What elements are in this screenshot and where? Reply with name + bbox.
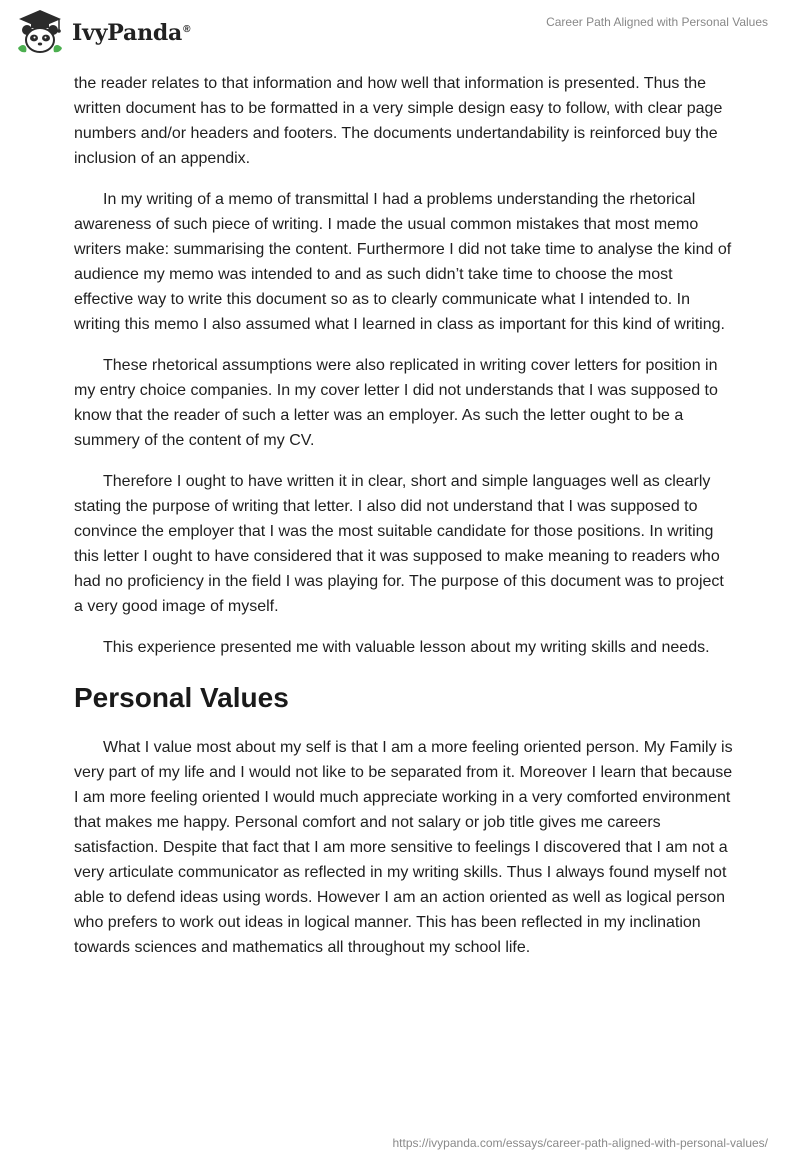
section-heading: Personal Values <box>74 682 289 713</box>
document-title: Career Path Aligned with Personal Values <box>546 15 768 29</box>
paragraph: the reader relates to that information and how well that information is presented. Thus the written document has to be formatted in a very simple design easy to follow, with clear page numbers and/or headers and footers. The documents undertandability is reinforced buy the inclusion of an appendix. <box>74 75 723 167</box>
ivypanda-logo[interactable] <box>14 8 190 58</box>
paragraph: These rhetorical assumptions were also replicated in writing cover letters for position in my entry choice companies. In my cover letter I did not understands that I was supposed to know that the reader of such a letter was an employer. As such the letter ought to be a summery of the content of my CV. <box>74 357 718 449</box>
panda-graduate-icon <box>14 8 66 58</box>
page-header <box>0 0 800 70</box>
paragraph: In my writing of a memo of transmittal I had a problems understanding the rhetorical awareness of such piece of writing. I made the usual common mistakes that most memo writers make: summarising the content. Furthermore I did not take time to analyse the kind of audience my memo was intended to and as such didn’t take time to choose the most effective way to write this document so as to clearly communicate what I intended to. In writing this memo I also assumed what I learned in class as important for this kind of writing. <box>74 191 732 333</box>
essay-body <box>74 71 734 976</box>
registered-mark: ® <box>183 23 191 35</box>
paragraph: This experience presented me with valuable lesson about my writing skills and needs. <box>103 639 710 656</box>
paragraph: Therefore I ought to have written it in clear, short and simple languages well as clearly stating the purpose of writing that letter. I also did not understand that I was supposed to convince the employer that I was the most suitable candidate for those positions. In writing this letter I ought to have considered that it was supposed to make meaning to readers who had no proficiency in the field I was playing for. The purpose of this document was to project a very good image of myself. <box>74 473 724 615</box>
brand-name: IvyPanda® <box>72 20 191 46</box>
source-url[interactable]: https://ivypanda.com/essays/career-path-aligned-with-personal-values/ <box>392 1136 768 1150</box>
paragraph: What I value most about my self is that I am a more feeling oriented person. My Family is very part of my life and I would not like to be separated from it. Moreover I learn that because I am more feeling oriented I would much appreciate working in a very comforted environment that makes me happy. Personal comfort and not salary or job title gives me careers satisfaction. Despite that fact that I am more sensitive to feelings I discovered that I am not a very articulate communicator as reflected in my writing skills. Thus I always found myself not able to defend ideas using words. However I am an action oriented as well as logical person who prefers to work out ideas in logical manner. This has been reflected in my inclination towards sciences and mathematics all throughout my school life. <box>74 739 733 956</box>
